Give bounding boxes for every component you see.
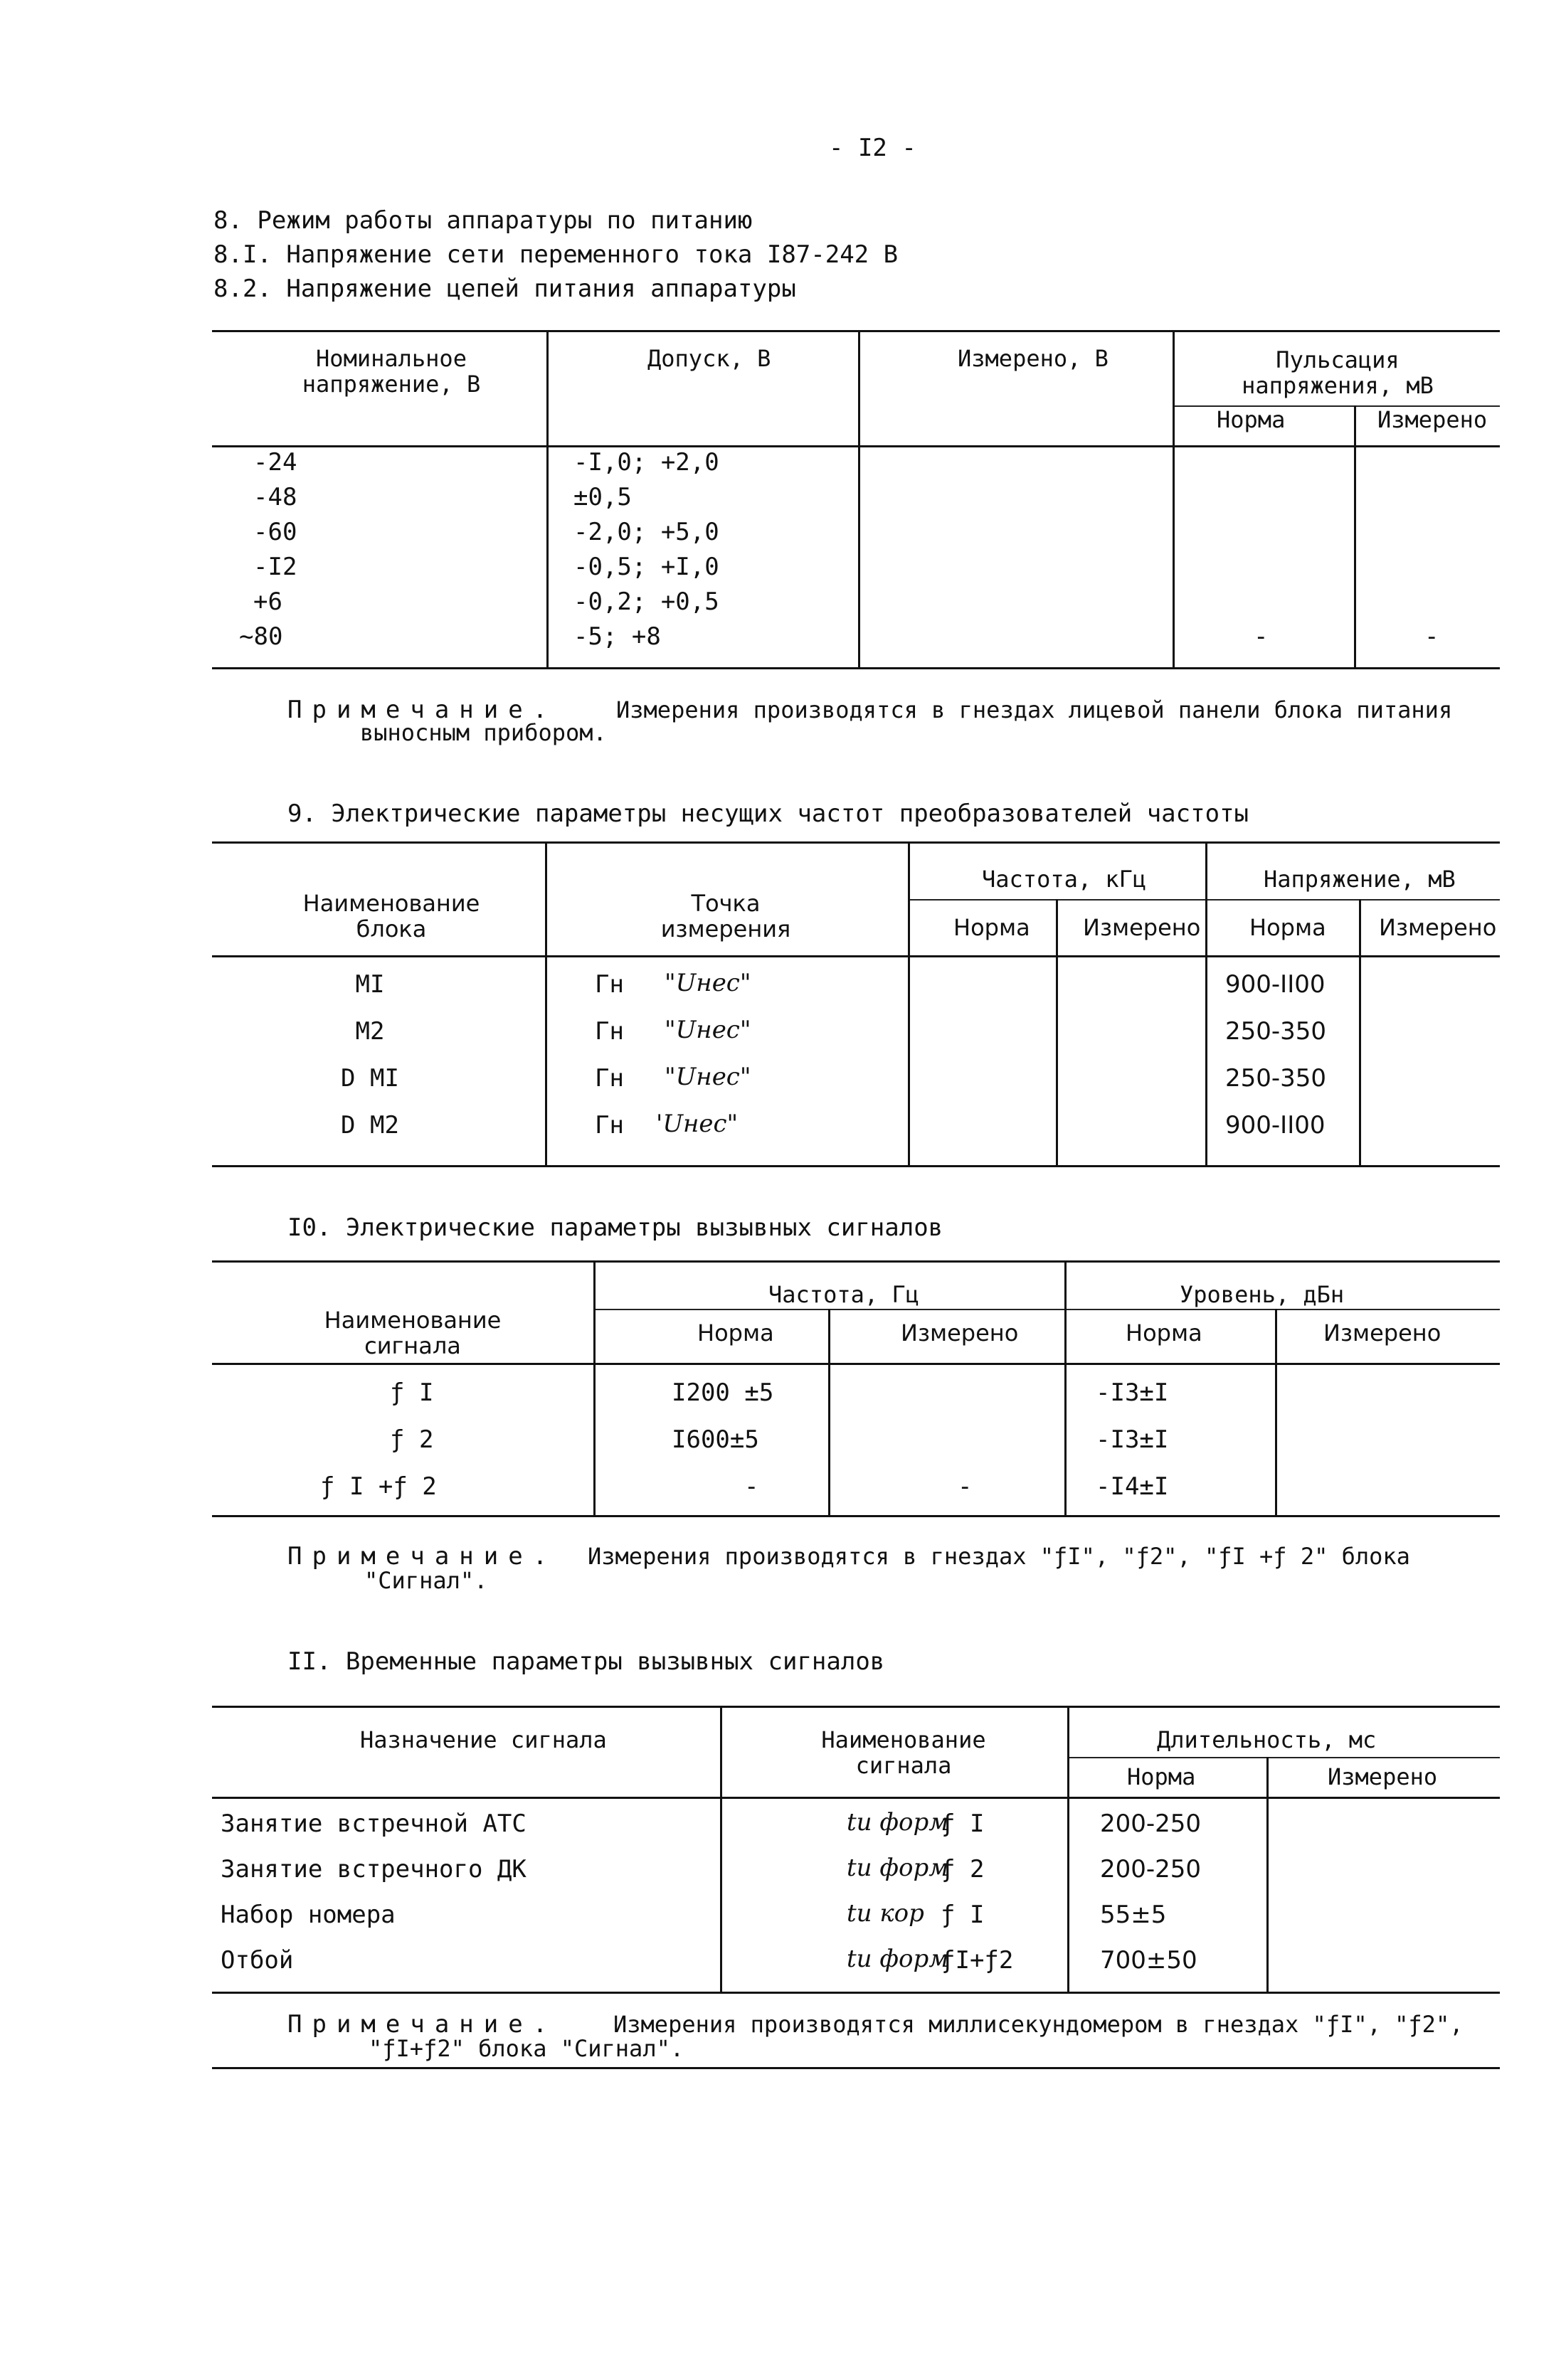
col-voltage-norm: Норма — [1249, 914, 1326, 941]
note-text: Измерения производятся в гнездах "ƒI", "ƒ2", "ƒI +ƒ 2" блока — [588, 1543, 1410, 1570]
section-8-1-text: 8.I. Напряжение сети переменного тока I87-242 В — [213, 240, 899, 269]
table-cell: M2 — [355, 1017, 385, 1046]
col-nominal-voltage: Номинальное напряжение, В — [302, 345, 481, 398]
table-cell: Гн — [595, 970, 624, 999]
table-cell: ±0,5 — [573, 483, 632, 511]
table-cell: +6 — [253, 588, 282, 616]
col-freq-measured: Измерено — [1083, 914, 1201, 941]
table-cell: -0,5; +I,0 — [573, 553, 719, 581]
table-cell: ƒ 2 — [390, 1425, 434, 1454]
col-level-norm: Норма — [1126, 1319, 1202, 1346]
note-text-continued: "Сигнал". — [364, 1567, 488, 1594]
col-ripple-norm: Норма — [1217, 406, 1286, 433]
table-cell: - — [958, 1472, 973, 1501]
note-text: Измерения производятся миллисекундомером в гнездах "ƒI", "ƒ2", — [613, 2011, 1464, 2038]
section-9-title: 9. Электрические параметры несущих частот преобразователей частоты — [287, 799, 1249, 828]
table-cell: -I,0; +2,0 — [573, 448, 719, 477]
table-cell: 250-350 — [1225, 1017, 1327, 1046]
bottom-rule — [212, 2067, 1500, 2069]
table-cell: I600±5 — [672, 1425, 759, 1454]
table-cell: -2,0; +5,0 — [573, 518, 719, 546]
table-cell: Гн — [595, 1111, 624, 1139]
table-cell: Гн — [595, 1064, 624, 1093]
table-cell: -24 — [253, 448, 297, 477]
col-level: Уровень, дБн — [1180, 1281, 1345, 1308]
note-label: Примечание. — [287, 1542, 558, 1571]
table-cell: ƒ I +ƒ 2 — [320, 1472, 437, 1501]
table-cell: ~80 — [239, 622, 283, 651]
table-cell: MI — [355, 970, 385, 999]
section-11-title: II. Временные параметры вызывных сигналов — [287, 1647, 885, 1676]
col-signal-name: Наименование сигнала — [821, 1726, 986, 1779]
note-text: Измерения производятся в гнездах лицевой панели блока питания — [616, 696, 1453, 723]
table-cell: D M2 — [341, 1111, 399, 1139]
table-cell: 700±50 — [1100, 1946, 1197, 1975]
col-voltage-measured: Измерено — [1379, 914, 1497, 941]
table-cell: Занятие встречной АТС — [221, 1810, 527, 1838]
table-cell: 'Uнес" — [656, 1110, 739, 1138]
table-cell: 250-350 — [1225, 1064, 1327, 1093]
table-cell: -0,2; +0,5 — [573, 588, 719, 616]
section-8-2-text: 8.2. Напряжение цепей питания аппаратуры — [213, 275, 796, 303]
table-cell: 200-250 — [1100, 1810, 1202, 1838]
table-cell: tи форм — [847, 1945, 949, 1973]
table-cell: 55±5 — [1100, 1901, 1167, 1929]
table-cell: -I3±I — [1096, 1425, 1169, 1454]
col-frequency-hz: Частота, Гц — [768, 1281, 919, 1308]
note-label: Примечание. — [287, 2010, 558, 2039]
col-measure-point: Точка измерения — [660, 890, 791, 942]
table-cell: Занятие встречного ДК — [221, 1855, 527, 1884]
col-freq-norm: Норма — [697, 1319, 774, 1346]
table-cell: "Uнес" — [665, 969, 751, 997]
col-ripple: Пульсация напряжения, мВ — [1242, 346, 1434, 399]
table-cell: -I4±I — [1096, 1472, 1169, 1501]
col-duration-norm: Норма — [1127, 1763, 1196, 1790]
table-cell: Гн — [595, 1017, 624, 1046]
table-cell: ƒI+ƒ2 — [941, 1946, 1014, 1975]
col-duration-measured: Измерено — [1328, 1763, 1438, 1790]
table-cell: - — [1254, 622, 1269, 651]
table-cell: "Uнес" — [665, 1016, 751, 1044]
table-cell: tи кор — [847, 1899, 924, 1928]
table-cell: - — [744, 1472, 759, 1501]
table-cell: "Uнес" — [665, 1063, 751, 1091]
table-cell: - — [1424, 622, 1439, 651]
table-cell: ƒ 2 — [941, 1855, 985, 1884]
table-cell: ƒ I — [941, 1901, 985, 1929]
table-cell: tи форм — [847, 1808, 949, 1837]
col-tolerance: Допуск, В — [647, 345, 771, 372]
table-cell: D MI — [341, 1064, 399, 1093]
page-number: - I2 - — [829, 134, 916, 162]
col-signal-purpose: Назначение сигнала — [360, 1726, 607, 1753]
col-freq-measured: Измерено — [901, 1319, 1019, 1346]
col-voltage: Напряжение, мВ — [1264, 866, 1456, 893]
col-ripple-measured: Измерено — [1377, 406, 1488, 433]
col-duration: Длительность, мс — [1157, 1726, 1377, 1753]
col-frequency: Частота, кГц — [982, 866, 1147, 893]
table-cell: 900-II00 — [1225, 970, 1326, 999]
col-measured: Измерено, В — [958, 345, 1109, 372]
note-text-continued: выносным прибором. — [360, 719, 607, 746]
table-cell: 900-II00 — [1225, 1111, 1326, 1139]
table-cell: 200-250 — [1100, 1855, 1202, 1884]
col-signal-name: Наименование сигнала — [324, 1307, 502, 1359]
table-cell: ƒ I — [941, 1810, 985, 1838]
table-cell: -I3±I — [1096, 1378, 1169, 1407]
table-cell: -48 — [253, 483, 297, 511]
table-cell: -60 — [253, 518, 297, 546]
note-label: Примечание. — [287, 696, 558, 724]
col-freq-norm: Норма — [953, 914, 1030, 941]
table-cell: I200 ±5 — [672, 1378, 774, 1407]
table-cell: Отбой — [221, 1946, 294, 1975]
table-cell: Набор номера — [221, 1901, 396, 1929]
table-cell: ƒ I — [390, 1378, 434, 1407]
col-block-name: Наименование блока — [302, 890, 480, 942]
section-8-title: 8. Режим работы аппаратуры по питанию — [213, 206, 753, 235]
table-cell: -I2 — [253, 553, 297, 581]
table-cell: tи форм — [847, 1854, 949, 1882]
note-text-continued: "ƒI+ƒ2" блока "Сигнал". — [369, 2035, 684, 2062]
section-10-title: I0. Электрические параметры вызывных сигналов — [287, 1213, 943, 1242]
col-level-measured: Измерено — [1323, 1319, 1441, 1346]
table-cell: -5; +8 — [573, 622, 661, 651]
